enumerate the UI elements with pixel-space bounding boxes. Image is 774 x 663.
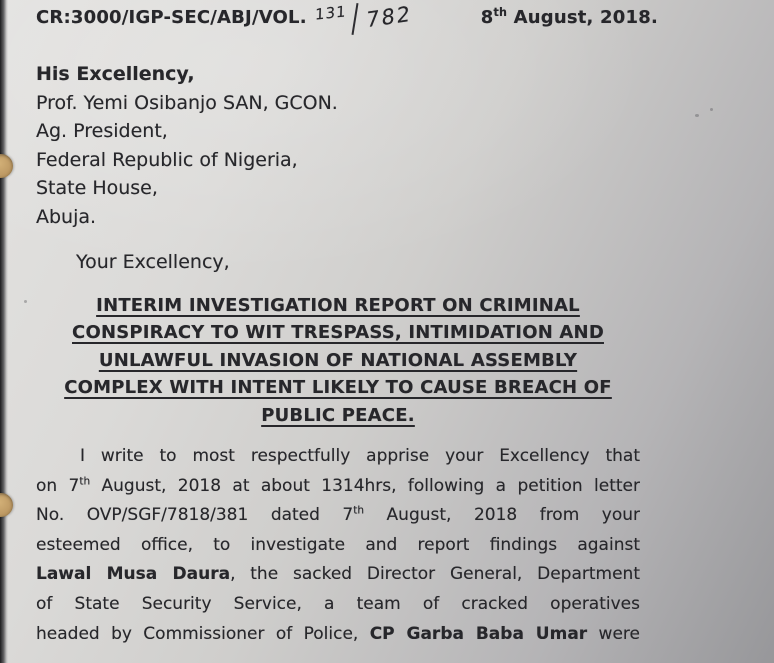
paper-speck	[24, 300, 27, 303]
subject-heading	[36, 292, 640, 429]
body-text-segment: Lawal Musa Daura	[36, 564, 231, 585]
body-text-segment: August, 2018 from your	[364, 505, 640, 526]
body-text-segment: esteemed office, to investigate and report findings against	[36, 534, 640, 555]
date-ordinal: th	[493, 6, 508, 19]
hole-punch-top	[0, 154, 13, 178]
body-text-segment: headed by Commissioner of Police,	[36, 623, 370, 644]
paper-speck	[695, 114, 699, 117]
body-text-segment: were	[587, 623, 640, 644]
body-paragraph	[36, 442, 640, 649]
body-line	[36, 501, 640, 531]
recipient-line-country: Federal Republic of Nigeria,	[36, 148, 298, 171]
subject-heading-line: INTERIM INVESTIGATION REPORT ON CRIMINAL	[96, 295, 580, 316]
body-line	[36, 442, 640, 472]
recipient-line-title: Ag. President,	[36, 120, 168, 142]
subject-heading-line: CONSPIRACY TO WIT TRESPASS, INTIMIDATION AND	[72, 322, 604, 344]
body-text-segment: th	[353, 504, 365, 517]
salutation: Your Excellency,	[76, 251, 230, 273]
body-line	[36, 472, 640, 502]
body-line	[36, 620, 640, 650]
recipient-line-name: Prof. Yemi Osibanjo SAN, GCON.	[36, 91, 338, 114]
body-text-segment: No. OVP/SGF/7818/381 dated 7	[36, 505, 354, 526]
date-rest: August, 2018.	[507, 7, 658, 28]
body-text-segment: CP Garba Baba Umar	[369, 623, 588, 644]
body-text-segment: , the sacked Director General, Department	[230, 564, 640, 585]
body-line	[36, 590, 640, 620]
hole-punch-bottom	[0, 493, 13, 517]
date-day: 8	[480, 7, 494, 28]
body-text-segment: August, 2018 at about 1314hrs, following a petition letter	[90, 475, 640, 496]
body-text-segment: th	[79, 474, 91, 487]
subject-heading-line: PUBLIC PEACE.	[261, 404, 415, 426]
subject-heading-line: UNLAWFUL INVASION OF NATIONAL ASSEMBLY	[98, 349, 578, 371]
reference-number: CR:3000/IGP-SEC/ABJ/VOL.	[36, 7, 307, 28]
recipient-address-block	[36, 60, 640, 231]
body-text-segment: I write to most respectfully apprise your Excellency that	[80, 446, 640, 467]
handwritten-volume-right: 782	[366, 1, 413, 33]
recipient-line-city: Abuja.	[36, 205, 97, 228]
body-text-segment: on 7	[36, 475, 80, 496]
handwritten-slash	[352, 3, 359, 35]
paper-speck	[710, 108, 713, 111]
paper-left-edge	[0, 0, 8, 663]
letter-date	[481, 7, 658, 28]
body-line	[36, 560, 640, 590]
letter-content	[36, 0, 658, 649]
body-line	[36, 531, 640, 561]
recipient-line-honorific: His Excellency,	[36, 63, 195, 85]
body-text-segment: of State Security Service, a team of cracked operatives	[36, 594, 640, 614]
reference-line	[36, 0, 658, 39]
subject-heading-line: COMPLEX WITH INTENT LIKELY TO CAUSE BREACH OF	[64, 377, 612, 399]
handwritten-volume-left: 131	[314, 2, 347, 24]
recipient-line-statehouse: State House,	[36, 177, 158, 199]
